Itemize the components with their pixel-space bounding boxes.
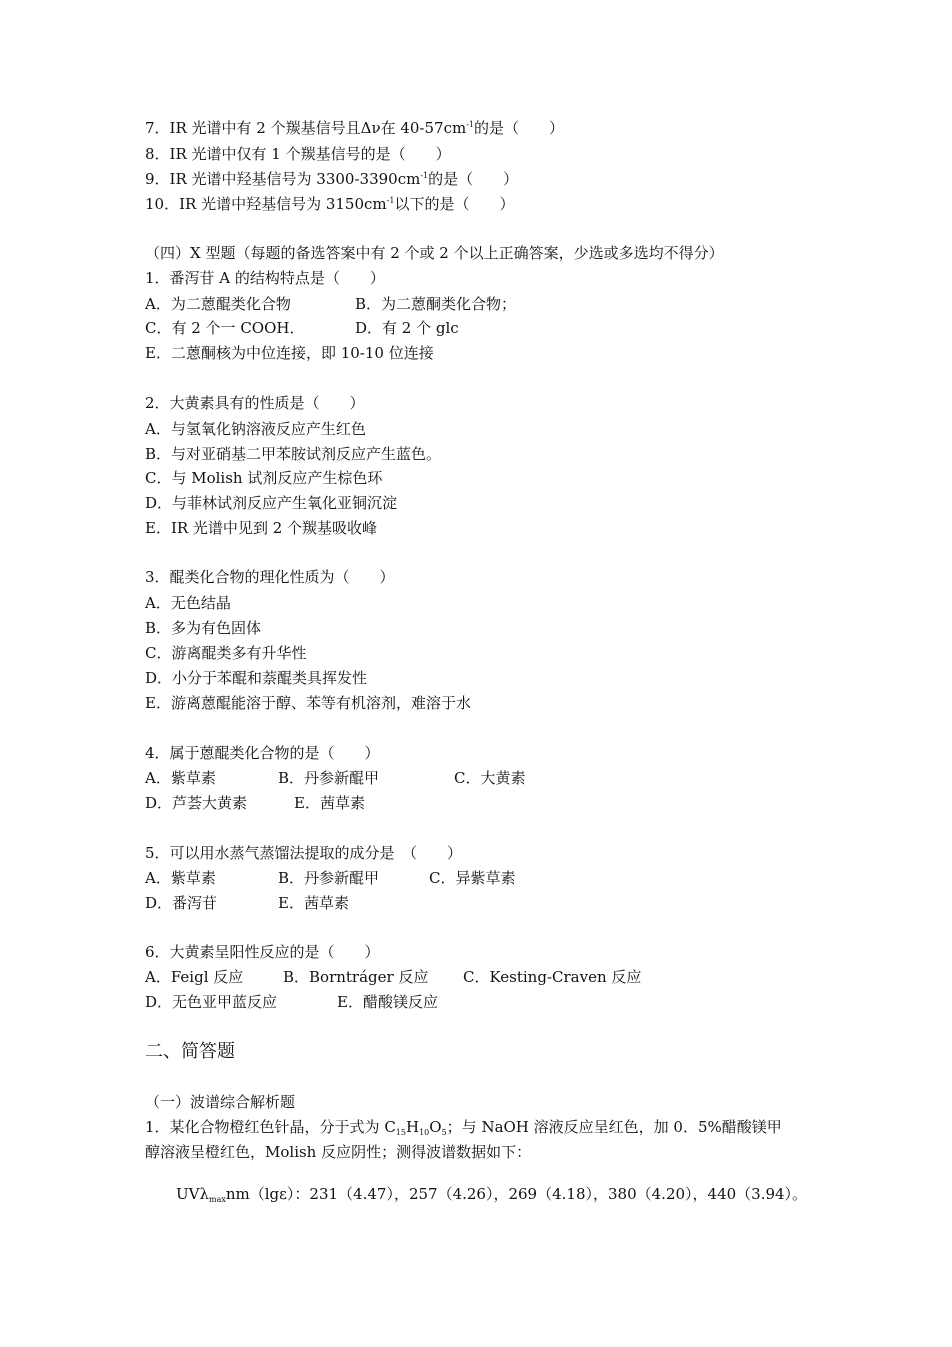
- option-a: A．为二蒽醌类化合物: [145, 295, 291, 313]
- question-7-text: 7．IR 光谱中有 2 个羰基信号且Δν在 40-57cm: [145, 119, 467, 137]
- option-b: B．丹参新醌甲: [278, 769, 380, 787]
- superscript: -1: [420, 171, 429, 180]
- option-e: E．茜草素: [278, 894, 349, 912]
- x-question-6-options-row2: [145, 992, 438, 1012]
- option-e: E．醋酸镁反应: [337, 993, 438, 1011]
- x-question-1-options-row2: [145, 318, 459, 338]
- question-10-tail: 以下的是（ ）: [394, 195, 515, 213]
- option-b: B．Borntráger 反应: [283, 968, 429, 986]
- subscript: 5: [441, 1128, 447, 1137]
- x-question-1-stem: 1．番泻苷 A 的结构特点是（ ）: [145, 269, 385, 287]
- uv-data-line: [176, 1184, 807, 1204]
- question-10-text: 10．IR 光谱中羟基信号为 3150cm: [145, 195, 387, 213]
- option-e: E．游离蒽醌能溶于醇、苯等有机溶剂，难溶于水: [145, 694, 471, 712]
- option-b: B．为二蒽酮类化合物；: [355, 295, 517, 313]
- x-question-5-options-row1: [145, 868, 515, 888]
- option-a: A．Feigl 反应: [145, 968, 244, 986]
- option-d: D．有 2 个 glc: [355, 319, 459, 337]
- section-title-x-type: （四）X 型题（每题的备选答案中有 2 个或 2 个以上正确答案，少选或多选均不得分）: [145, 244, 724, 262]
- x-question-4-options-row1: [145, 768, 525, 788]
- x-question-4-stem: 4．属于蒽醌类化合物的是（ ）: [145, 744, 380, 762]
- section-title-short-answer: 二、简答题: [145, 1041, 235, 1062]
- option-c: C．游离醌类多有升华性: [145, 644, 307, 662]
- x-question-5-stem: 5．可以用水蒸气蒸馏法提取的成分是 （ ）: [145, 844, 463, 862]
- x-question-2-stem: 2．大黄素具有的性质是（ ）: [145, 394, 365, 412]
- option-a: A．紫草素: [145, 869, 216, 887]
- option-d: D．小分于苯醌和萘醌类具挥发性: [145, 669, 368, 687]
- x-question-1-options-row1: [145, 294, 516, 314]
- option-c: C．与 Molish 试剂反应产生棕色环: [145, 469, 383, 487]
- option-c: C．有 2 个一 COOH．: [145, 319, 305, 337]
- option-c: C．大黄素: [454, 769, 526, 787]
- uv-values: nm（lgε）：231（4.47），257（4.26），269（4.18），380（4.20），440（3.94）。: [225, 1185, 808, 1203]
- option-c: C．Kesting-Craven 反应: [463, 968, 642, 986]
- question-8-text: 8．IR 光谱中仅有 1 个羰基信号的是（ ）: [145, 145, 451, 163]
- option-c: C．异紫草素: [429, 869, 516, 887]
- subscript: 15: [395, 1128, 406, 1137]
- option-d: D．与菲林试剂反应产生氧化亚铜沉淀: [145, 494, 398, 512]
- x-question-6-stem: 6．大黄素呈阳性反应的是（ ）: [145, 943, 380, 961]
- question-9-text: 9．IR 光谱中羟基信号为 3300-3390cm: [145, 170, 421, 188]
- short-question-1-line2: 醇溶液呈橙红色，Molish 反应阴性；测得波谱数据如下：: [145, 1143, 532, 1161]
- subscript: max: [208, 1195, 226, 1204]
- option-e: E．二蒽酮核为中位连接，即 10-10 位连接: [145, 344, 434, 362]
- uv-label: UVλ: [176, 1185, 209, 1203]
- option-d: D．无色亚甲蓝反应: [145, 993, 278, 1011]
- question-8: [145, 144, 451, 164]
- option-a: A．无色结晶: [145, 594, 231, 612]
- option-a: A．紫草素: [145, 769, 216, 787]
- x-question-3-stem: 3．醌类化合物的理化性质为（ ）: [145, 568, 395, 586]
- option-e: E．IR 光谱中见到 2 个羰基吸收峰: [145, 519, 378, 537]
- question-9-tail: 的是（ ）: [428, 170, 519, 188]
- short-question-1-line1: [145, 1117, 782, 1137]
- option-d: D．番泻苷: [145, 894, 218, 912]
- question-10: [145, 194, 514, 214]
- x-question-4-options-row2: [145, 793, 365, 813]
- superscript: -1: [466, 120, 474, 129]
- question-9: [145, 169, 518, 189]
- subsection-title-spectral: （一）波谱综合解析题: [145, 1093, 296, 1111]
- question-7-tail: 的是（ ）: [474, 119, 565, 137]
- x-question-5-options-row2: [145, 893, 349, 913]
- text: O: [429, 1118, 442, 1136]
- option-b: B．丹参新醌甲: [278, 869, 380, 887]
- question-7: [145, 118, 564, 138]
- option-e: E．茜草素: [294, 794, 365, 812]
- option-b: B．与对亚硝基二甲苯胺试剂反应产生蓝色。: [145, 445, 442, 463]
- superscript: -1: [386, 196, 395, 205]
- subscript: 10: [419, 1128, 430, 1137]
- text: 1．某化合物橙红色针晶，分于式为 C: [145, 1118, 396, 1136]
- x-question-6-options-row1: [145, 967, 641, 987]
- text: ；与 NaOH 溶液反应呈红色，加 0．5%醋酸镁甲: [446, 1118, 782, 1136]
- text: H: [405, 1118, 420, 1136]
- option-b: B．多为有色固体: [145, 619, 262, 637]
- option-a: A．与氢氧化钠溶液反应产生红色: [145, 420, 366, 438]
- option-d: D．芦荟大黄素: [145, 794, 248, 812]
